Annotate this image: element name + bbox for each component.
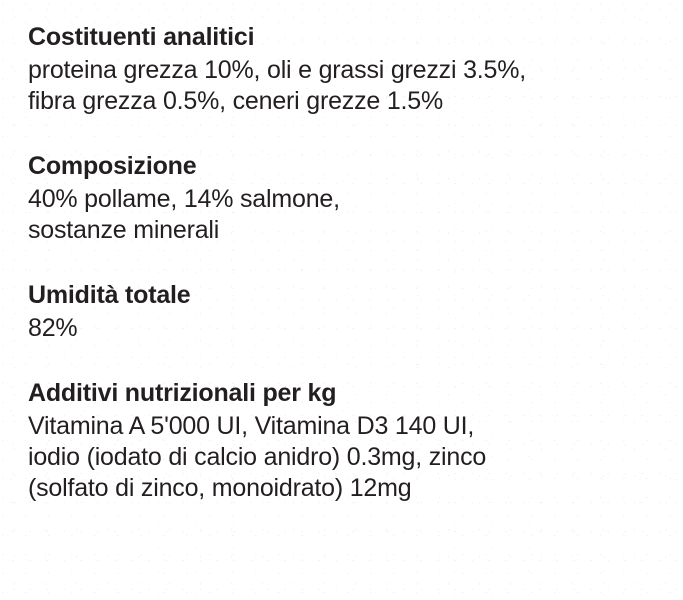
section-costituenti-analitici	[28, 22, 655, 117]
section-line: fibra grezza 0.5%, ceneri grezze 1.5%	[28, 87, 444, 115]
section-umidita-totale	[28, 280, 655, 344]
section-line: Vitamina A 5'000 UI, Vitamina D3 140 UI,	[28, 412, 475, 440]
section-composizione	[28, 151, 655, 246]
section-line: 82%	[28, 314, 78, 342]
section-line: proteina grezza 10%, oli e grassi grezzi 3.5%,	[28, 56, 527, 84]
section-line: 40% pollame, 14% salmone,	[28, 185, 340, 213]
section-additivi-nutrizionali	[28, 378, 655, 504]
section-heading: Additivi nutrizionali per kg	[28, 379, 337, 407]
section-heading: Costituenti analitici	[28, 23, 255, 51]
section-heading: Umidità totale	[28, 281, 191, 309]
section-line: sostanze minerali	[28, 216, 220, 244]
section-line: iodio (iodato di calcio anidro) 0.3mg, zinco	[28, 443, 487, 471]
section-heading: Composizione	[28, 152, 197, 180]
section-line: (solfato di zinco, monoidrato) 12mg	[28, 474, 412, 502]
